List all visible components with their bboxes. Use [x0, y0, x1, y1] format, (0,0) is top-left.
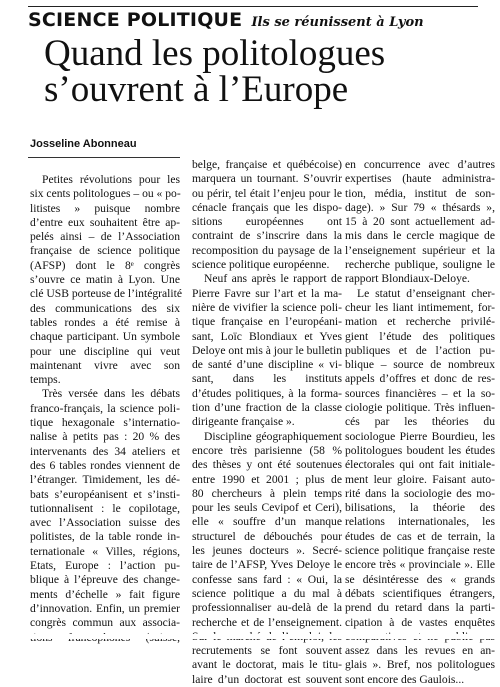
article-line: 15 à 20 sont actuellement ad- [345, 215, 495, 229]
section-header [28, 9, 488, 31]
article-line: recomposition du paysage de la [192, 243, 342, 257]
article-line: blique à l’épreuve des change- [30, 573, 180, 587]
byline-rule [28, 157, 180, 158]
article-line: recherche et de l’enseignement. [192, 615, 342, 629]
article-line: rité dans la sociologie des mo- [345, 486, 495, 500]
article-line: sources financières – et la so- [345, 386, 495, 400]
article-line: relations internationales, les [345, 515, 495, 529]
article-line: sont encore des Gaulois... [345, 672, 465, 686]
article-line: sitions européennes ont [192, 215, 342, 229]
article-line: des communications des six [30, 301, 180, 315]
article-line: avant le doctorat, mais le titu- [192, 658, 342, 672]
article-line: bilisations, la théorie des [345, 501, 495, 515]
article-line: tables rondes a été remise à [30, 315, 180, 329]
article-line: cheur les liant intimement, for- [345, 300, 495, 314]
article-line: d’études politiques, à la forma- [192, 386, 342, 400]
header-rule [28, 6, 478, 7]
article-line: science politique française reste [345, 544, 495, 558]
article-line: expertises (haute administra- [345, 172, 495, 186]
article-line: études de cas et de terrain, la [345, 529, 495, 543]
article-line: encore très parisienne (58 % [192, 443, 342, 457]
article-line: contraint de s’inscrire dans la [192, 229, 342, 243]
article-line: marquera un tournant. S’ouvrir [192, 172, 342, 186]
article-line: belge, française et québécoise) [192, 158, 342, 171]
article-line: science politique européenne. [192, 258, 330, 272]
article-line: d’entre eux souhaitent être ap- [30, 215, 180, 229]
article-line: mation et recherche privilé- [345, 315, 495, 329]
article-line: blique – source de nombreux [345, 358, 495, 372]
article-line: cipation à de vastes enquêtes [345, 615, 495, 629]
article-line: rapport Blondiaux-Deloye. [345, 272, 470, 286]
article-line: temps. [30, 373, 61, 387]
article-line: elle « souffre d’un manque [192, 515, 342, 529]
article-line: se désintéresse des « grands [345, 572, 495, 586]
article-line: politistes, de la table ronde in- [30, 530, 180, 544]
article-line: congrès commun aux associa- [30, 616, 180, 630]
article-line: les jeunes docteurs ». Secré- [192, 544, 342, 558]
article-line: litistes » puisque nombre [30, 201, 180, 215]
article-line: nière de vivifier la science poli- [192, 300, 342, 314]
section-kicker: Ils se réunissent à Lyon [251, 15, 424, 30]
article-line: ou périr, tel était l’enjeu pour le [192, 186, 342, 200]
article-line: sant, dans les instituts [192, 372, 342, 386]
article-line: Etats, Europe : l’action pu- [30, 559, 180, 573]
byline: Josseline Abonneau [30, 138, 137, 150]
section-label: SCIENCE POLITIQUE [28, 9, 243, 31]
article-line: chaque participant. Un symbole [30, 330, 180, 344]
article-line: tion, média, institut de son- [345, 186, 495, 200]
article-line: de santé d’une discipline « vi- [192, 358, 342, 372]
article-line: des thèses y ont été soutenues [192, 458, 342, 472]
article-line: taire de l’AFSP, Yves Deloye le [192, 558, 342, 572]
article-line: l’enseignement supérieur et la [345, 243, 495, 257]
article-line: science politique a du mal à [192, 586, 342, 600]
article-line: glais ». Bref, nos politologues [345, 658, 495, 672]
article-line: sant, Loïc Blondiaux et Yves [192, 329, 342, 343]
article-line: Neuf ans après le rapport de [204, 272, 342, 286]
article-line: ment leur gloire. Faisant auto- [345, 472, 495, 486]
article-line: électorales qui ont fait initiale- [345, 458, 495, 472]
article-line: structurel de débouchés pour [192, 529, 342, 543]
article-column-1 [30, 173, 180, 645]
headline [44, 33, 474, 110]
article-line: cés par les théories du [345, 415, 495, 429]
article-line: gient l’étude des politiques [345, 329, 495, 343]
article-line: professionnaliser au-delà de la [192, 601, 342, 615]
article-line: ternationale « Villes, régions, [30, 544, 180, 558]
article-line: recherche publique, souligne le [345, 258, 495, 272]
article-line: d’innovation. Enfin, un premier [30, 601, 180, 615]
article-line: pour les seuls Cevipof et Ceri), [192, 501, 342, 515]
article-line: dirigeante française ». [192, 415, 295, 429]
article-line: avec l’Association suisse des [30, 516, 180, 530]
article-line: entre 1990 et 2001 ; plus de [192, 472, 342, 486]
article-line: tutionnalisent : le copilotage, [30, 501, 180, 515]
article-line: Discipline géographiquement [204, 429, 342, 443]
headline-line-2: s’ouvrent à l’Europe [44, 69, 349, 110]
article-line: encore très « provinciale ». Elle [345, 558, 495, 572]
article-line: des 6 tables rondes viennent de [30, 458, 180, 472]
article-column-2 [192, 158, 342, 687]
article-line: dage). » Sur 79 « thésards », [345, 200, 495, 214]
article-line: débats scientifiques étrangers, [345, 586, 495, 600]
article-line: intervenants des 34 ateliers et [30, 444, 180, 458]
article-line: française de science politique [30, 244, 180, 258]
article-line: confesse sans fard : « Oui, la [192, 572, 342, 586]
article-line: pour une discipline qui veut [30, 344, 180, 358]
article-line: six cents politologues – ou « po- [30, 187, 181, 201]
article-line: (AFSP) dont le 8ᵉ congrès [30, 258, 180, 272]
article-line: Deloye ont mis à jour le bulletin [192, 343, 343, 357]
article-line: Le statut d’enseignant cher- [357, 286, 495, 300]
article-line: pelés ainsi – de l’Association [30, 230, 180, 244]
article-line: en concurrence avec d’autres [345, 158, 495, 171]
article-line: publiques et de l’action pu- [345, 343, 495, 357]
article-line: laire d’un doctorat est souvent [192, 672, 342, 686]
article-line: nalise à petits pas : 20 % des [30, 430, 180, 444]
article-line: bats s’européanisent et s’insti- [30, 487, 180, 501]
article-line: recrutements se font souvent [192, 644, 342, 658]
article-line: s’ouvre ce matin à Lyon. Une [30, 273, 180, 287]
headline-line-1: Quand les politologues [44, 33, 386, 74]
article-line: maintenant vivre avec son [30, 358, 180, 372]
page-bottom-edge [0, 634, 500, 639]
article-line: clé USB porteuse de l’intégralité [30, 287, 182, 301]
article-line: 80 chercheurs à plein temps [192, 486, 342, 500]
article-line: cénacle français que les dispo- [192, 200, 342, 214]
article-line: ciologie politique. Très influen- [345, 401, 495, 415]
article-line: tion d’une fraction de la classe [192, 401, 342, 415]
article-line: ments d’échelle » fait figure [30, 587, 180, 601]
article-line: politologues boudent les études [345, 443, 495, 457]
article-line: mis dans le cercle magique de [345, 229, 495, 243]
article-line: tique hexagonale s’internatio- [30, 416, 180, 430]
article-column-3 [345, 158, 495, 687]
article-line: prend du retard dans la parti- [345, 601, 495, 615]
article-line: assez dans les revues en an- [345, 644, 495, 658]
article-line: appels d’offres et donc de res- [345, 372, 495, 386]
article-line: Très versée dans les débats [42, 387, 180, 401]
article-line: tique française en l’européani- [192, 315, 342, 329]
article-line: franco-français, la science poli- [30, 401, 180, 415]
article-line: sociologue Pierre Bourdieu, les [345, 429, 495, 443]
article-line: Petites révolutions pour les [42, 173, 180, 186]
article-line: l’étranger. Timidement, les dé- [30, 473, 180, 487]
article-line: Pierre Favre sur l’art et la ma- [192, 286, 342, 300]
